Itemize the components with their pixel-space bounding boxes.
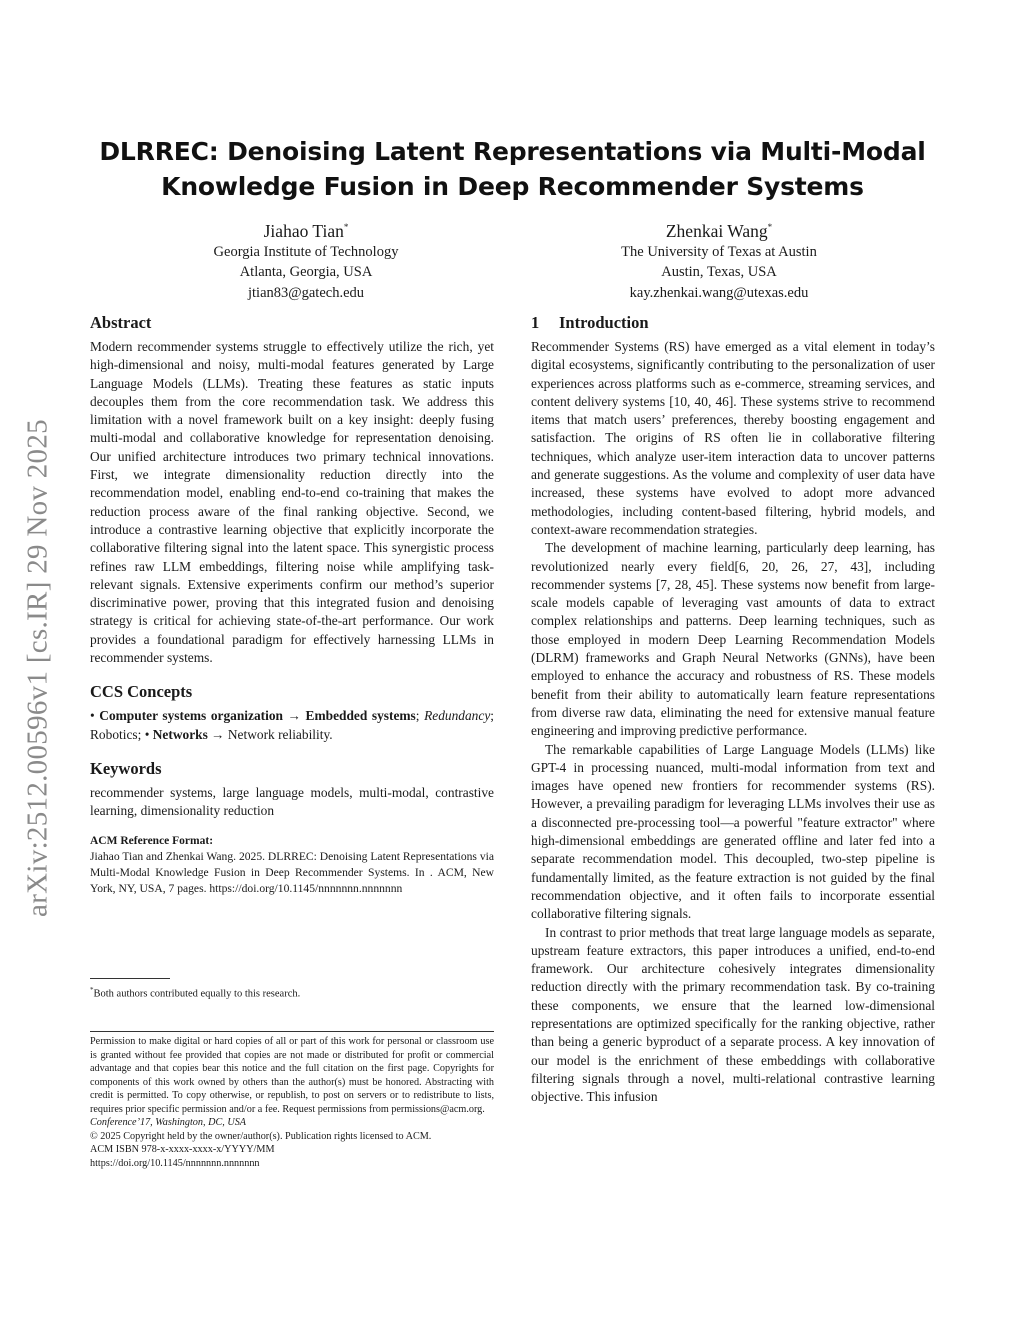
acm-reference-heading: ACM Reference Format: (90, 834, 214, 847)
abstract-section (90, 312, 494, 667)
author-affiliation-1: Georgia Institute of Technology (213, 243, 399, 260)
author-name-2 (539, 216, 899, 242)
author-location-2: Austin, Texas, USA (661, 264, 777, 281)
keywords-heading: Keywords (90, 758, 162, 778)
isbn-line: ACM ISBN 978-x-xxxx-xxxx-x/YYYY/MM (90, 1144, 275, 1155)
footnote-divider (90, 978, 170, 979)
right-column (531, 312, 935, 1106)
left-column (90, 312, 494, 897)
author-block-1 (126, 216, 486, 303)
author-email-1[interactable]: jtian83@gatech.edu (247, 284, 365, 301)
paper-title: DLRREC: Denoising Latent Representations via Multi-Modal Knowledge Fusion in Deep Recommender Systems (99, 137, 926, 201)
ccs-concept-1b: Embedded systems (305, 708, 416, 724)
acm-reference-section (90, 835, 494, 898)
intro-paragraph-3: The remarkable capabilities of Large Language Models (LLMs) like GPT-4 in processing nuanced, multi-modal information from text and images have opened new frontiers for recommender systems (RS). However, a prevailing paradigm for leveraging LLMs involves their use as a disconnected pre-processing tool—a powerful "feature extractor" where high-dimensional embeddings are generated offline and later fed into a separate recommendation model. This decoupled, two-step pipeline is fundamentally limited, as the feature extraction is not guided by the final recommendation objective, and it often fails to incorporate essential collaborative filtering signals. (531, 741, 935, 922)
permission-block (90, 1035, 494, 1170)
conference-line: Conference’17, Washington, DC, USA (90, 1117, 247, 1128)
ccs-concept-1: Computer systems organization (99, 708, 283, 724)
author-affiliation-2: The University of Texas at Austin (621, 243, 817, 260)
ccs-separator: ; (415, 708, 425, 724)
ccs-concept-2: Networks (152, 726, 208, 742)
author-email-2[interactable]: kay.zhenkai.wang@utexas.edu (629, 284, 809, 301)
author-block-2 (539, 216, 899, 303)
introduction-heading (531, 312, 935, 334)
doi-link[interactable]: https://doi.org/10.1145/nnnnnnn.nnnnnnn (90, 1157, 260, 1169)
section-number: 1 (531, 313, 540, 332)
ccs-concepts (90, 707, 494, 744)
author-name-text: Jiahao Tian (263, 220, 344, 241)
footnote (90, 983, 494, 1002)
author-name-text: Zhenkai Wang (665, 220, 768, 241)
abstract-heading: Abstract (90, 313, 152, 332)
ccs-concept-2b: Network reliability. (227, 726, 333, 742)
keywords-text: recommender systems, large language models, multi-modal, contrastive learning, dimensionality reduction (90, 784, 494, 819)
acm-reference-text: Jiahao Tian and Zhenkai Wang. 2025. DLRREC: Denoising Latent Representations via Multi-Modal Knowledge Fusion in Deep Recommender Systems. In . ACM, New York, NY, USA, 7 pages. https://doi.org/10.1145/nnnnnnn.nnnnnnn (90, 849, 494, 895)
ccs-section (90, 681, 494, 744)
author-name-1 (126, 216, 486, 242)
copyright-line: © 2025 Copyright held by the owner/author(s). Publication rights licensed to ACM. (90, 1130, 432, 1142)
permission-divider (90, 1031, 494, 1032)
ccs-separator: ; Robotics; (90, 708, 494, 742)
abstract-text: Modern recommender systems struggle to effectively utilize the rich, yet high-dimensional and noisy, multi-modal features generated by Large Language Models (LLMs). Treating these features as static inputs decouples them from the core recommendation task. We address this limitation with a novel framework built on a key insight: deeply fusing multi-modal and collaborative knowledge for representation denoising. Our unified architecture introduces two primary technical innovations. First, we integrate dimensionality reduction directly into the recommendation model, enabling end-to-end co-training that makes the reduction process aware of the final ranking objective. Second, we introduce a contrastive learning objective that explicitly incorporate the collaborative filtering signal into the latent space. This synergistic process refines raw LLM embeddings, filtering noise while amplifying task-relevant signals. Extensive experiments confirm our method’s superior discriminative power, proving that this integrated fusion and denoising strategy is critical for achieving state-of-the-art performance. Our work provides a foundational paradigm for effectively harnessing LLMs in recommender systems. (90, 339, 494, 666)
author-location-1: Atlanta, Georgia, USA (239, 264, 373, 281)
author-mark: * (343, 222, 349, 232)
permission-text: Permission to make digital or hard copies of all or part of this work for personal or classroom use is granted without fee provided that copies are not made or distributed for profit or commercial advantage and that copies bear this notice and the full citation on the first page. Copyrights for components of this work owned by others than the author(s) must be honored. Abstracting with credit is permitted. To copy otherwise, or republish, to post on servers or to redistribute to lists, requires prior specific permission and/or a fee. Request permissions from permissions@acm.org. (90, 1036, 494, 1115)
arxiv-identifier (0, 0, 60, 1325)
arxiv-identifier-text: arXiv:2512.00596v1 [cs.IR] 29 Nov 2025 (21, 419, 54, 917)
keywords-section (90, 758, 494, 821)
intro-paragraph-4: In contrast to prior methods that treat large language models as separate, upstream feature extractors, this paper introduces a unified, end-to-end framework. Our architecture cohesively integrates dimensionality reduction directly with the primary recommendation task. By co-training these components, we ensure that the learned low-dimensional representations are optimized specifically for the ranking objective, rather than being a generic byproduct of a separate process. A key innovation of our model is the enrichment of these embeddings with collaborative filtering signals through a novel, multi-relational contrastive learning objective. This infusion (531, 924, 935, 1105)
footnote-text: Both authors contributed equally to this research. (93, 988, 301, 1000)
intro-paragraph-2: The development of machine learning, particularly deep learning, has revolutionized nearly every field[6, 20, 26, 27, 43], including recommender systems [7, 28, 45]. These systems now benefit from large-scale models capable of leveraging vast amounts of data to extract complex relationships and patterns. Deep learning techniques, such as those employed in modern Deep Learning Recommendation Models (DLRM) frameworks and Graph Neural Networks (GNNs), have been employed to enhance the accuracy and robustness of RS. These models benefit from their ability to automatically learn feature representations from diverse raw data, eliminating the need for extensive manual feature engineering and improving predictive performance. (531, 540, 935, 739)
ccs-bullet: • (144, 726, 150, 742)
ccs-bullet: • (90, 708, 95, 724)
author-mark: * (767, 222, 773, 232)
ccs-arrow: → (283, 708, 306, 724)
intro-paragraph-1: Recommender Systems (RS) have emerged as a vital element in today’s digital ecosystems, significantly contributing to the personalization of user experiences across platforms such as e-commerce, streaming services, and content delivery systems [10, 40, 46]. These systems strive to recommend items that match users’ preferences, thereby boosting engagement and satisfaction. The origins of RS often lie in collaborative filtering techniques, which analyze user-item interaction data to uncover patterns and generate suggestions. As the volume and complexity of user data have increased, these systems have evolved to adopt more advanced methodologies, including content-based filtering, hybrid models, and context-aware recommendation strategies. (531, 339, 935, 537)
section-title: Introduction (559, 313, 649, 332)
footnote-mark: * (90, 986, 94, 994)
ccs-arrow: → (207, 726, 228, 742)
ccs-concept-1c: Redundancy (424, 708, 491, 724)
ccs-heading: CCS Concepts (90, 682, 193, 702)
